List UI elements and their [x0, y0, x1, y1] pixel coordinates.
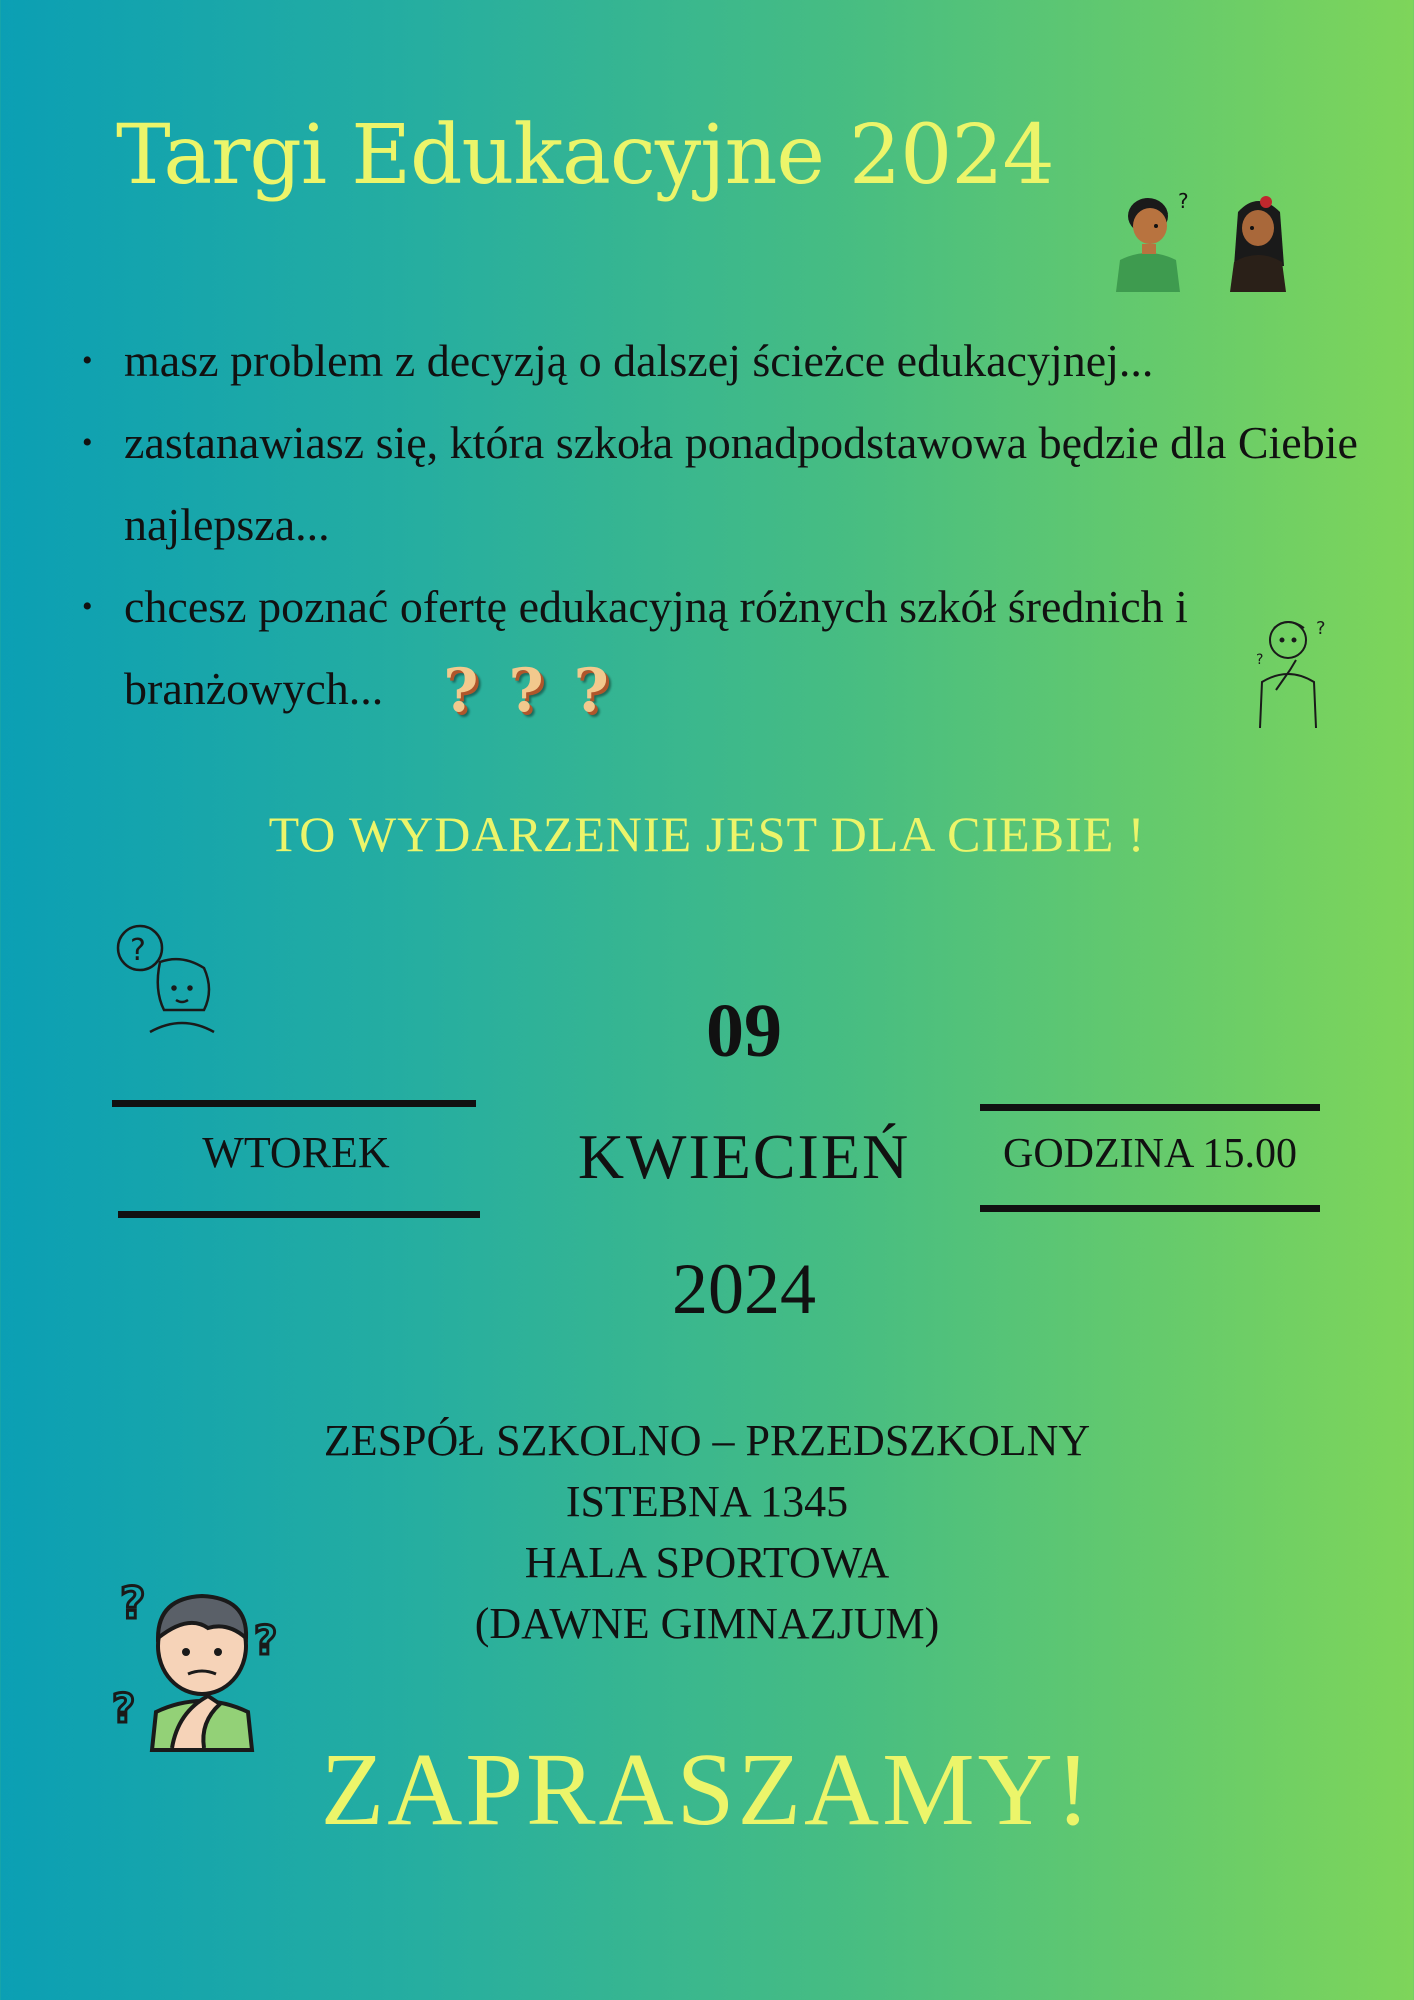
address-line: HALA SPORTOWA — [524, 1538, 890, 1587]
bullet-list — [82, 320, 1382, 737]
question-mark-icon: ? — [573, 655, 609, 726]
svg-text:?: ? — [120, 1578, 146, 1629]
divider — [980, 1104, 1320, 1111]
list-item: • masz problem z decyzją o dalszej ścieżce edukacyjnej... — [82, 320, 1382, 402]
question-mark-icon: ? — [443, 655, 479, 726]
event-time: GODZINA 15.00 — [1003, 1131, 1297, 1177]
address-line: ZESPÓŁ SZKOLNO – PRZEDSZKOLNY — [323, 1416, 1091, 1465]
two-children-icon — [1098, 186, 1298, 292]
address-line: ISTEBNA 1345 — [565, 1477, 849, 1526]
address-line: (DAWNE GIMNAZJUM) — [474, 1599, 940, 1648]
list-item: • chcesz poznać ofertę edukacyjną różnych szkół średnich i branżowych... ? ? ? — [82, 566, 1382, 737]
poster-title: Targi Edukacyjne 2024 — [116, 108, 1054, 203]
divider — [980, 1205, 1320, 1212]
event-month: KWIECIEŃ — [577, 1121, 911, 1192]
list-item: • zastanawiasz się, która szkoła ponadpodstawowa będzie dla Ciebie najlepsza... — [82, 402, 1382, 566]
divider — [118, 1211, 480, 1218]
divider — [112, 1100, 476, 1107]
event-note: TO WYDARZENIE JEST DLA CIEBIE ! — [268, 806, 1146, 862]
svg-text:?: ? — [1256, 652, 1264, 668]
time-box — [980, 1104, 1320, 1212]
svg-text:?: ? — [112, 1686, 136, 1732]
svg-text:?: ? — [1178, 189, 1189, 213]
svg-text:?: ? — [130, 933, 146, 968]
weekday-label: WTOREK — [202, 1128, 390, 1177]
svg-text:?: ? — [1316, 618, 1326, 639]
question-marks — [443, 650, 638, 737]
question-mark-icon: ? — [508, 655, 544, 726]
svg-text:?: ? — [254, 1618, 278, 1664]
closing-invitation: ZAPRASZAMY! — [320, 1732, 1094, 1847]
event-year: 2024 — [672, 1249, 816, 1329]
thinking-man-icon — [1252, 612, 1342, 732]
event-day: 09 — [706, 989, 782, 1073]
